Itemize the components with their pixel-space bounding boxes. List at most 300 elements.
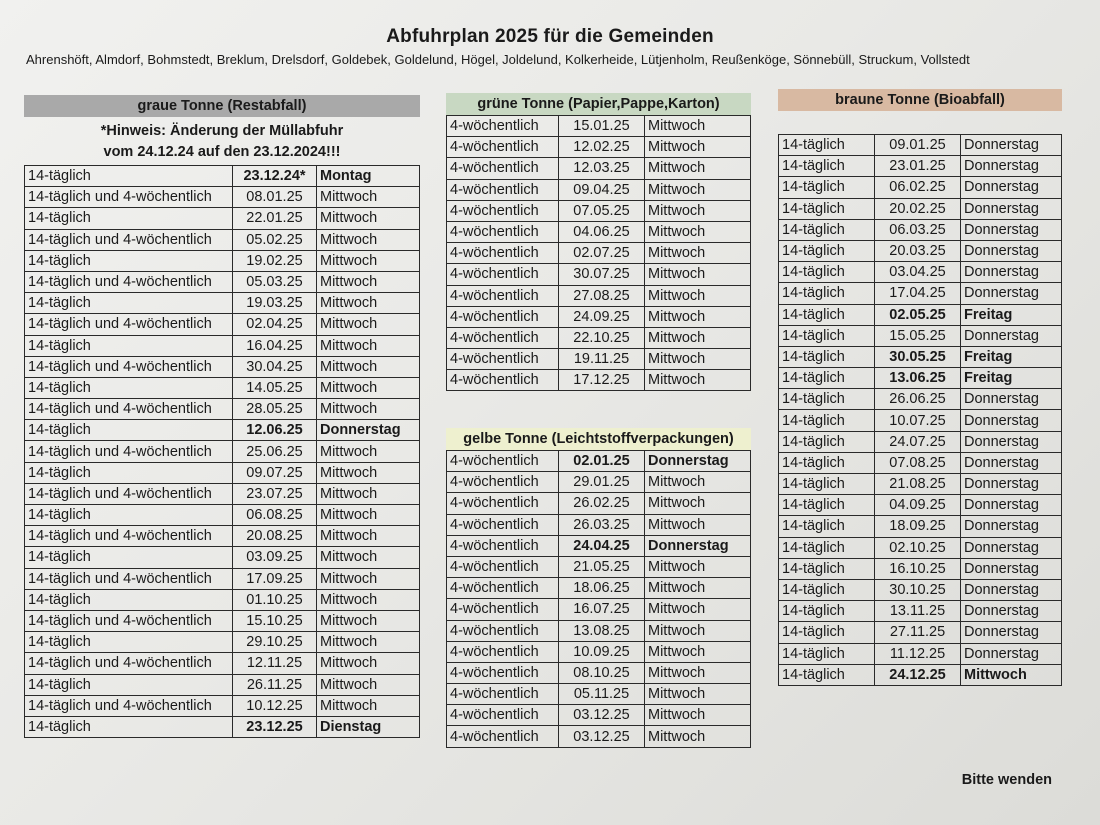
frequency-cell: 14-täglich	[779, 452, 875, 473]
frequency-cell: 4-wöchentlich	[447, 535, 559, 556]
date-cell: 01.10.25	[233, 589, 317, 610]
table-row	[447, 578, 751, 599]
weekday-cell: Donnerstag	[645, 451, 751, 472]
table-row	[779, 389, 1062, 410]
date-cell: 27.08.25	[559, 285, 645, 306]
weekday-cell: Donnerstag	[961, 135, 1062, 156]
date-cell: 02.04.25	[233, 314, 317, 335]
frequency-cell: 14-täglich	[779, 368, 875, 389]
table-row	[447, 514, 751, 535]
table-row	[779, 240, 1062, 261]
table-row	[25, 377, 420, 398]
frequency-cell: 14-täglich	[25, 377, 233, 398]
frequency-cell: 4-wöchentlich	[447, 641, 559, 662]
frequency-cell: 4-wöchentlich	[447, 158, 559, 179]
weekday-cell: Mittwoch	[645, 349, 751, 370]
table-row	[447, 349, 751, 370]
frequency-cell: 14-täglich	[25, 208, 233, 229]
graue-tonne-table	[24, 165, 420, 738]
footer-note: Bitte wenden	[961, 772, 1052, 788]
table-row	[447, 472, 751, 493]
weekday-cell: Donnerstag	[961, 283, 1062, 304]
weekday-cell: Mittwoch	[645, 306, 751, 327]
weekday-cell: Donnerstag	[317, 420, 420, 441]
table-row	[447, 306, 751, 327]
date-cell: 22.10.25	[559, 327, 645, 348]
date-cell: 02.05.25	[875, 304, 961, 325]
table-row	[779, 346, 1062, 367]
table-row	[25, 568, 420, 589]
date-cell: 10.12.25	[233, 695, 317, 716]
frequency-cell: 14-täglich	[25, 547, 233, 568]
table-row	[25, 335, 420, 356]
frequency-cell: 14-täglich	[779, 495, 875, 516]
frequency-cell: 14-täglich	[779, 325, 875, 346]
frequency-cell: 4-wöchentlich	[447, 116, 559, 137]
weekday-cell: Donnerstag	[961, 410, 1062, 431]
date-cell: 24.04.25	[559, 535, 645, 556]
frequency-cell: 14-täglich	[25, 250, 233, 271]
table-row	[25, 271, 420, 292]
date-cell: 10.09.25	[559, 641, 645, 662]
frequency-cell: 4-wöchentlich	[447, 472, 559, 493]
date-cell: 13.11.25	[875, 601, 961, 622]
weekday-cell: Donnerstag	[961, 452, 1062, 473]
weekday-cell: Mittwoch	[645, 726, 751, 747]
frequency-cell: 4-wöchentlich	[447, 620, 559, 641]
frequency-cell: 14-täglich	[779, 601, 875, 622]
table-row	[447, 285, 751, 306]
weekday-cell: Mittwoch	[317, 589, 420, 610]
frequency-cell: 4-wöchentlich	[447, 451, 559, 472]
gruene-tonne-section	[446, 93, 751, 391]
date-cell: 04.09.25	[875, 495, 961, 516]
weekday-cell: Mittwoch	[645, 200, 751, 221]
date-cell: 18.06.25	[559, 578, 645, 599]
weekday-cell: Donnerstag	[961, 601, 1062, 622]
weekday-cell: Mittwoch	[317, 399, 420, 420]
frequency-cell: 14-täglich und 4-wöchentlich	[25, 314, 233, 335]
weekday-cell: Mittwoch	[317, 187, 420, 208]
date-cell: 08.01.25	[233, 187, 317, 208]
frequency-cell: 4-wöchentlich	[447, 264, 559, 285]
date-cell: 07.08.25	[875, 452, 961, 473]
frequency-cell: 4-wöchentlich	[447, 556, 559, 577]
table-row	[25, 695, 420, 716]
date-cell: 29.10.25	[233, 632, 317, 653]
weekday-cell: Donnerstag	[961, 325, 1062, 346]
table-row	[25, 716, 420, 737]
date-cell: 05.02.25	[233, 229, 317, 250]
weekday-cell: Mittwoch	[645, 641, 751, 662]
date-cell: 28.05.25	[233, 399, 317, 420]
table-row	[779, 431, 1062, 452]
table-row	[25, 526, 420, 547]
frequency-cell: 14-täglich und 4-wöchentlich	[25, 695, 233, 716]
weekday-cell: Mittwoch	[645, 285, 751, 306]
date-cell: 26.11.25	[233, 674, 317, 695]
frequency-cell: 4-wöchentlich	[447, 285, 559, 306]
date-cell: 05.03.25	[233, 271, 317, 292]
date-cell: 20.08.25	[233, 526, 317, 547]
table-row	[447, 451, 751, 472]
weekday-cell: Montag	[317, 166, 420, 187]
table-row	[447, 200, 751, 221]
weekday-cell: Mittwoch	[645, 578, 751, 599]
date-cell: 12.11.25	[233, 653, 317, 674]
frequency-cell: 14-täglich	[25, 166, 233, 187]
frequency-cell: 14-täglich	[25, 462, 233, 483]
weekday-cell: Donnerstag	[961, 495, 1062, 516]
frequency-cell: 14-täglich	[779, 558, 875, 579]
weekday-cell: Mittwoch	[645, 370, 751, 391]
weekday-cell: Mittwoch	[317, 483, 420, 504]
weekday-cell: Mittwoch	[317, 314, 420, 335]
date-cell: 03.12.25	[559, 726, 645, 747]
table-row	[25, 632, 420, 653]
weekday-cell: Mittwoch	[317, 229, 420, 250]
graue-tonne-header: graue Tonne (Restabfall)	[24, 95, 420, 117]
table-row	[25, 589, 420, 610]
gruene-tonne-table	[446, 115, 751, 391]
braune-tonne-table	[778, 134, 1062, 686]
weekday-cell: Mittwoch	[645, 264, 751, 285]
frequency-cell: 14-täglich und 4-wöchentlich	[25, 653, 233, 674]
frequency-cell: 4-wöchentlich	[447, 578, 559, 599]
date-cell: 13.06.25	[875, 368, 961, 389]
frequency-cell: 14-täglich	[25, 589, 233, 610]
date-cell: 05.11.25	[559, 684, 645, 705]
table-row	[779, 156, 1062, 177]
table-row	[447, 493, 751, 514]
weekday-cell: Donnerstag	[961, 516, 1062, 537]
gruene-tonne-header: grüne Tonne (Papier,Pappe,Karton)	[446, 93, 751, 115]
date-cell: 21.08.25	[875, 474, 961, 495]
date-cell: 26.06.25	[875, 389, 961, 410]
date-cell: 20.02.25	[875, 198, 961, 219]
weekday-cell: Mittwoch	[317, 547, 420, 568]
weekday-cell: Mittwoch	[317, 526, 420, 547]
table-row	[447, 243, 751, 264]
weekday-cell: Donnerstag	[961, 431, 1062, 452]
date-cell: 03.12.25	[559, 705, 645, 726]
frequency-cell: 14-täglich und 4-wöchentlich	[25, 568, 233, 589]
table-row	[25, 653, 420, 674]
frequency-cell: 14-täglich	[25, 505, 233, 526]
frequency-cell: 4-wöchentlich	[447, 243, 559, 264]
date-cell: 16.10.25	[875, 558, 961, 579]
date-cell: 20.03.25	[875, 240, 961, 261]
frequency-cell: 4-wöchentlich	[447, 514, 559, 535]
frequency-cell: 14-täglich	[779, 664, 875, 685]
frequency-cell: 14-täglich und 4-wöchentlich	[25, 610, 233, 631]
weekday-cell: Mittwoch	[317, 335, 420, 356]
weekday-cell: Donnerstag	[961, 240, 1062, 261]
table-row	[779, 516, 1062, 537]
date-cell: 22.01.25	[233, 208, 317, 229]
table-row	[779, 368, 1062, 389]
date-cell: 02.01.25	[559, 451, 645, 472]
table-row	[447, 705, 751, 726]
date-cell: 15.01.25	[559, 116, 645, 137]
frequency-cell: 14-täglich	[779, 283, 875, 304]
frequency-cell: 14-täglich und 4-wöchentlich	[25, 356, 233, 377]
table-row	[779, 558, 1062, 579]
frequency-cell: 4-wöchentlich	[447, 179, 559, 200]
table-row	[447, 137, 751, 158]
frequency-cell: 14-täglich	[779, 177, 875, 198]
table-row	[25, 420, 420, 441]
weekday-cell: Mittwoch	[645, 179, 751, 200]
date-cell: 27.11.25	[875, 622, 961, 643]
date-cell: 10.07.25	[875, 410, 961, 431]
date-cell: 03.04.25	[875, 262, 961, 283]
frequency-cell: 14-täglich	[779, 622, 875, 643]
weekday-cell: Donnerstag	[961, 537, 1062, 558]
weekday-cell: Mittwoch	[317, 505, 420, 526]
frequency-cell: 14-täglich	[779, 135, 875, 156]
table-row	[447, 158, 751, 179]
frequency-cell: 14-täglich	[779, 198, 875, 219]
date-cell: 19.02.25	[233, 250, 317, 271]
date-cell: 23.01.25	[875, 156, 961, 177]
table-row	[447, 116, 751, 137]
weekday-cell: Mittwoch	[317, 356, 420, 377]
table-row	[779, 135, 1062, 156]
table-row	[447, 327, 751, 348]
weekday-cell: Freitag	[961, 304, 1062, 325]
weekday-cell: Mittwoch	[317, 293, 420, 314]
frequency-cell: 4-wöchentlich	[447, 684, 559, 705]
table-row	[779, 452, 1062, 473]
weekday-cell: Mittwoch	[317, 653, 420, 674]
date-cell: 16.04.25	[233, 335, 317, 356]
frequency-cell: 14-täglich und 4-wöchentlich	[25, 441, 233, 462]
weekday-cell: Mittwoch	[317, 610, 420, 631]
weekday-cell: Mittwoch	[645, 514, 751, 535]
table-row	[25, 293, 420, 314]
table-row	[779, 474, 1062, 495]
date-cell: 12.02.25	[559, 137, 645, 158]
weekday-cell: Mittwoch	[645, 137, 751, 158]
date-cell: 19.03.25	[233, 293, 317, 314]
weekday-cell: Donnerstag	[961, 558, 1062, 579]
weekday-cell: Mittwoch	[317, 441, 420, 462]
date-cell: 08.10.25	[559, 662, 645, 683]
frequency-cell: 4-wöchentlich	[447, 200, 559, 221]
page-title: Abfuhrplan 2025 für die Gemeinden	[386, 26, 714, 47]
frequency-cell: 14-täglich	[779, 431, 875, 452]
gelbe-tonne-table	[446, 450, 751, 748]
weekday-cell: Mittwoch	[645, 327, 751, 348]
date-cell: 13.08.25	[559, 620, 645, 641]
table-row	[447, 620, 751, 641]
table-row	[779, 283, 1062, 304]
weekday-cell: Donnerstag	[961, 219, 1062, 240]
table-row	[779, 304, 1062, 325]
table-row	[779, 537, 1062, 558]
frequency-cell: 14-täglich	[779, 474, 875, 495]
table-row	[25, 399, 420, 420]
weekday-cell: Donnerstag	[961, 474, 1062, 495]
weekday-cell: Mittwoch	[317, 208, 420, 229]
table-row	[25, 462, 420, 483]
gelbe-tonne-header: gelbe Tonne (Leichtstoffverpackungen)	[446, 428, 751, 450]
municipality-list: Ahrenshöft, Almdorf, Bohmstedt, Breklum, Drelsdorf, Goldebek, Goldelund, Högel, Joldelund, Kolkerheide, Lütjenholm, Reußenköge, Sönnebüll, Struckum, Vollstedt	[26, 52, 970, 67]
weekday-cell: Donnerstag	[961, 156, 1062, 177]
table-row	[779, 579, 1062, 600]
weekday-cell: Mittwoch	[645, 221, 751, 242]
table-row	[447, 556, 751, 577]
table-row	[25, 547, 420, 568]
table-row	[447, 535, 751, 556]
weekday-cell: Mittwoch	[645, 705, 751, 726]
frequency-cell: 14-täglich und 4-wöchentlich	[25, 399, 233, 420]
date-cell: 06.03.25	[875, 219, 961, 240]
table-row	[779, 601, 1062, 622]
date-cell: 30.04.25	[233, 356, 317, 377]
frequency-cell: 4-wöchentlich	[447, 327, 559, 348]
table-row	[447, 264, 751, 285]
frequency-cell: 14-täglich	[779, 304, 875, 325]
frequency-cell: 4-wöchentlich	[447, 306, 559, 327]
date-cell: 24.07.25	[875, 431, 961, 452]
table-row	[779, 177, 1062, 198]
table-row	[25, 674, 420, 695]
frequency-cell: 14-täglich und 4-wöchentlich	[25, 271, 233, 292]
weekday-cell: Dienstag	[317, 716, 420, 737]
table-row	[779, 643, 1062, 664]
note-line-2: vom 24.12.24 auf den 23.12.2024!!!	[103, 144, 341, 160]
date-cell: 18.09.25	[875, 516, 961, 537]
weekday-cell: Mittwoch	[317, 250, 420, 271]
date-cell: 17.04.25	[875, 283, 961, 304]
date-cell: 14.05.25	[233, 377, 317, 398]
date-cell: 06.02.25	[875, 177, 961, 198]
frequency-cell: 14-täglich	[779, 389, 875, 410]
weekday-cell: Mittwoch	[645, 684, 751, 705]
frequency-cell: 14-täglich	[25, 420, 233, 441]
table-row	[25, 441, 420, 462]
frequency-cell: 14-täglich	[779, 219, 875, 240]
date-cell: 06.08.25	[233, 505, 317, 526]
frequency-cell: 14-täglich und 4-wöchentlich	[25, 229, 233, 250]
date-cell: 07.05.25	[559, 200, 645, 221]
table-row	[447, 726, 751, 747]
frequency-cell: 14-täglich	[779, 262, 875, 283]
table-row	[779, 325, 1062, 346]
frequency-cell: 4-wöchentlich	[447, 493, 559, 514]
frequency-cell: 14-täglich	[779, 346, 875, 367]
table-row	[25, 208, 420, 229]
frequency-cell: 14-täglich	[25, 632, 233, 653]
weekday-cell: Donnerstag	[961, 177, 1062, 198]
frequency-cell: 4-wöchentlich	[447, 221, 559, 242]
date-cell: 09.07.25	[233, 462, 317, 483]
date-cell: 25.06.25	[233, 441, 317, 462]
frequency-cell: 14-täglich	[779, 156, 875, 177]
frequency-cell: 4-wöchentlich	[447, 349, 559, 370]
braune-tonne-section	[778, 89, 1062, 686]
table-row	[25, 483, 420, 504]
date-cell: 17.09.25	[233, 568, 317, 589]
weekday-cell: Freitag	[961, 368, 1062, 389]
date-cell: 24.09.25	[559, 306, 645, 327]
date-cell: 23.07.25	[233, 483, 317, 504]
table-row	[25, 166, 420, 187]
frequency-cell: 14-täglich	[779, 240, 875, 261]
frequency-cell: 14-täglich	[25, 716, 233, 737]
date-cell: 24.12.25	[875, 664, 961, 685]
weekday-cell: Mittwoch	[961, 664, 1062, 685]
frequency-cell: 14-täglich	[779, 537, 875, 558]
frequency-cell: 14-täglich	[779, 579, 875, 600]
date-cell: 04.06.25	[559, 221, 645, 242]
weekday-cell: Mittwoch	[645, 243, 751, 264]
date-cell: 26.02.25	[559, 493, 645, 514]
weekday-cell: Mittwoch	[645, 493, 751, 514]
weekday-cell: Mittwoch	[645, 662, 751, 683]
frequency-cell: 4-wöchentlich	[447, 137, 559, 158]
frequency-cell: 4-wöchentlich	[447, 662, 559, 683]
table-row	[447, 684, 751, 705]
date-cell: 30.10.25	[875, 579, 961, 600]
weekday-cell: Mittwoch	[317, 568, 420, 589]
weekday-cell: Mittwoch	[645, 116, 751, 137]
weekday-cell: Mittwoch	[317, 462, 420, 483]
date-cell: 23.12.24*	[233, 166, 317, 187]
frequency-cell: 14-täglich und 4-wöchentlich	[25, 526, 233, 547]
date-cell: 02.07.25	[559, 243, 645, 264]
frequency-cell: 14-täglich	[779, 516, 875, 537]
date-cell: 15.10.25	[233, 610, 317, 631]
date-cell: 12.06.25	[233, 420, 317, 441]
weekday-cell: Mittwoch	[317, 271, 420, 292]
date-cell: 11.12.25	[875, 643, 961, 664]
graue-tonne-section	[24, 95, 420, 738]
date-cell: 03.09.25	[233, 547, 317, 568]
weekday-cell: Mittwoch	[317, 674, 420, 695]
frequency-cell: 14-täglich	[779, 410, 875, 431]
weekday-cell: Mittwoch	[317, 695, 420, 716]
date-cell: 19.11.25	[559, 349, 645, 370]
weekday-cell: Donnerstag	[961, 389, 1062, 410]
frequency-cell: 14-täglich und 4-wöchentlich	[25, 187, 233, 208]
frequency-cell: 4-wöchentlich	[447, 370, 559, 391]
date-cell: 16.07.25	[559, 599, 645, 620]
gelbe-tonne-section	[446, 428, 751, 748]
table-row	[25, 187, 420, 208]
table-row	[447, 370, 751, 391]
table-row	[447, 221, 751, 242]
weekday-cell: Mittwoch	[317, 632, 420, 653]
weekday-cell: Donnerstag	[961, 579, 1062, 600]
date-cell: 12.03.25	[559, 158, 645, 179]
table-row	[779, 219, 1062, 240]
date-cell: 09.01.25	[875, 135, 961, 156]
frequency-cell: 14-täglich	[25, 293, 233, 314]
date-cell: 29.01.25	[559, 472, 645, 493]
weekday-cell: Freitag	[961, 346, 1062, 367]
date-cell: 21.05.25	[559, 556, 645, 577]
date-cell: 17.12.25	[559, 370, 645, 391]
weekday-cell: Donnerstag	[961, 643, 1062, 664]
table-row	[779, 495, 1062, 516]
date-cell: 30.05.25	[875, 346, 961, 367]
weekday-cell: Donnerstag	[961, 622, 1062, 643]
date-cell: 02.10.25	[875, 537, 961, 558]
weekday-cell: Donnerstag	[961, 198, 1062, 219]
